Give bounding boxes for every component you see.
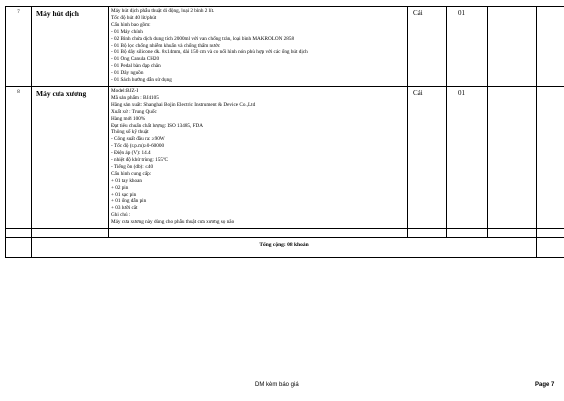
empty-cell: [488, 229, 537, 238]
description-line: Cấu hình cung cấp:: [111, 170, 152, 177]
item-description: [109, 7, 408, 87]
unit-price-cell: [488, 7, 537, 87]
description-line: Máy cưa xương này dùng cho phẫu thuật cưa xương sọ não: [111, 219, 235, 226]
description-line: - 01 Sách hướng dẫn sử dụng: [111, 77, 172, 84]
description-line: - 01 Ống Canula CH20: [111, 56, 160, 63]
description-line: - Công suất đầu ra: ≥90W: [111, 136, 165, 143]
description-line: - 02 Bình chứa dịch dung tích 2000ml với van chống tràn, loại bình MAKROLON 2858: [111, 35, 295, 42]
description-line: Cấu hình bao gồm:: [111, 21, 151, 28]
description-line: - Tốc độ (r.p.m)≥0-60000: [111, 143, 165, 150]
empty-cell: [537, 229, 564, 238]
item-number: 7: [6, 7, 32, 87]
item-unit: Cái: [408, 86, 447, 228]
description-line: + 02 pin: [111, 184, 129, 191]
item-name: Máy cưa xương: [32, 86, 109, 228]
item-quantity: 01: [447, 7, 488, 87]
description-line: + 03 lưỡi cắt: [111, 205, 138, 212]
empty-cell: [32, 229, 109, 238]
description-line: - 01 Dây nguồn: [111, 70, 144, 77]
page-number: Page 7: [535, 382, 555, 388]
description-line: - Điện áp (V): 14.4: [111, 150, 151, 157]
total-label: Tổng cộng: 08 khoản: [32, 238, 537, 258]
description-line: Ghi chú :: [111, 212, 131, 219]
description-line: - 01 Máy chính: [111, 28, 143, 35]
description-line: - Tiếng ồn (db): ≤40: [111, 163, 154, 170]
description-line: Hãng sản xuất: Shanghai Bojin Electric Instrument & Device Co.,Ltd: [111, 101, 256, 108]
description-line: Hàng mới 100%: [111, 115, 146, 122]
description-line: + 01 sạc pin: [111, 191, 137, 198]
description-line: - 01 Bộ lọc chống nhiễm khuẩn và chống thấm nước: [111, 42, 220, 49]
item-quantity: 01: [447, 86, 488, 228]
description-line: Model:BJZ-I: [111, 87, 139, 94]
empty-row: [6, 229, 564, 238]
item-description: [109, 86, 408, 228]
quotation-table: [5, 6, 564, 258]
description-line: Đạt tiêu chuẩn chất lượng: ISO 13485, FDA: [111, 122, 203, 129]
description-line: - 01 Pedal bàn đạp chân: [111, 63, 161, 70]
empty-cell: [408, 229, 447, 238]
description-lines: [111, 88, 405, 226]
description-line: - 01 Bộ dây silicone dk. 8x14mm, dài 150 cm và co nối hình nón phù hợp với các ống hút dịch: [111, 49, 308, 56]
empty-cell: [6, 238, 32, 258]
description-line: + 01 ống dẫn pin: [111, 198, 147, 205]
description-line: Tốc độ hút 40 lít/phút: [111, 14, 157, 21]
description-lines: [111, 8, 405, 84]
empty-cell: [6, 229, 32, 238]
unit-price-cell: [488, 86, 537, 228]
total-price-cell: [537, 7, 564, 87]
total-row: [6, 238, 564, 258]
item-number: 8: [6, 86, 32, 228]
empty-cell: [537, 238, 564, 258]
total-price-cell: [537, 86, 564, 228]
table-row: [6, 7, 564, 87]
description-line: Thông số kỹ thuật: [111, 129, 149, 136]
description-line: - nhiệt độ khử trùng: 155ºC: [111, 157, 169, 164]
empty-cell: [447, 229, 488, 238]
description-line: Xuất xứ : Trung Quốc: [111, 108, 157, 115]
table-row: [6, 86, 564, 228]
empty-cell: [109, 229, 408, 238]
item-unit: Cái: [408, 7, 447, 87]
item-name: Máy hút dịch: [32, 7, 109, 87]
description-line: Máy hút dịch phẫu thuật di động, loại 2 bình 2 lít.: [111, 8, 215, 14]
description-line: Mã sản phẩm : BJ4105: [111, 94, 159, 101]
description-line: + 01 tay khoan: [111, 177, 143, 184]
footer-label: DM kèm báo giá: [255, 382, 299, 388]
